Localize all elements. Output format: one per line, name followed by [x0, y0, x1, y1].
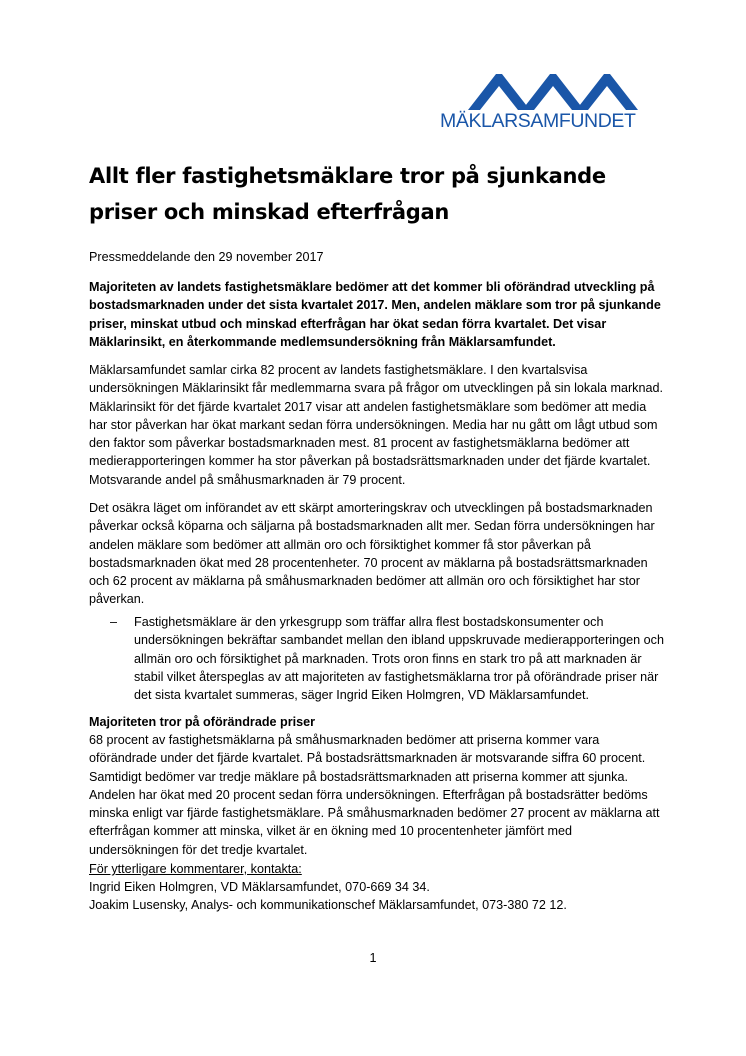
quote-text: Fastighetsmäklare är den yrkesgrupp som träffar allra flest bostadskonsumenter och undersökningen bekräftar sambandet mellan den ibland uppskruvade medierapporteringen och allmän oro och försiktighet på marknaden. Trots oron finns en stark tro på att marknaden är stabil vilket återspeglas av att majoriteten av fastighetsmäklarna tror på oförändrade priser när det sista kvartalet summeras, säger Ingrid Eiken Holmgren, VD Mäklarsamfundet. [134, 615, 664, 703]
contact-line: Joakim Lusensky, Analys- och kommunikationschef Mäklarsamfundet, 073-380 72 12. [89, 898, 567, 912]
dateline: Pressmeddelande den 29 november 2017 [89, 250, 324, 264]
maklarsamfundet-logo [440, 72, 646, 134]
body-paragraph: Mäklarsamfundet samlar cirka 82 procent av landets fastighetsmäklare. I den kvartalsvisa undersökningen Mäklarinsikt får medlemmarna svara på frågor om utvecklingen på sin lokala marknad. Mäklarinsikt för det fjärde kvartalet 2017 visar att andelen fastighetsmäklare som bedömer att media har stor påverkan har ökat markant sedan förra undersökningen. Media har nu gått om lågt utbud som den faktor som påverkar bostadsmarknaden mest. 81 procent av fastighetsmäklarna bedömer att medierapporteringen kommer ha stor påverkan på bostadsrättsmarknaden under det fjärde kvartalet. Motsvarande andel på småhusmarknaden är 79 procent. [89, 363, 663, 487]
body-paragraph: 68 procent av fastighetsmäklarna på småhusmarknaden bedömer att priserna kommer vara oförändrade under det fjärde kvartalet. På bostadsrättsmarknaden är motsvarande siffra 60 procent. Samtidigt bedömer var tredje mäklare på bostadsrättsmarknaden att priserna kommer att sjunka. Andelen har ökat med 20 procent sedan förra undersökningen. Efterfrågan på bostadsrätter bedöms minska enligt var fjärde fastighetsmäklare. På småhusmarknaden bedömer 27 procent av mäklarna att efterfrågan kommer att minska, vilket är en ökning med 10 procentenheter jämfört med undersökningen för det tredje kvartalet. [89, 733, 660, 857]
lead-paragraph: Majoriteten av landets fastighetsmäklare bedömer att det kommer bli oförändrad utveckling på bostadsmarknaden under det sista kvartalet 2017. Men, andelen mäklare som tror på sjunkande priser, minskat utbud och minskad efterfrågan har ökat sedan förra kvartalet. Det visar Mäklarinsikt, en återkommande medlemsundersökning från Mäklarsamfundet. [89, 280, 661, 349]
logo-wordmark: MÄKLARSAMFUNDET [440, 110, 636, 132]
mountain-peaks-logo-icon [468, 72, 638, 110]
headline: Allt fler fastighetsmäklare tror på sjunkande priser och minskad efterfrågan [89, 164, 606, 224]
contact-line: Ingrid Eiken Holmgren, VD Mäklarsamfundet, 070-669 34 34. [89, 880, 430, 894]
page-number: 1 [369, 951, 377, 965]
body-paragraph: Det osäkra läget om införandet av ett skärpt amorteringskrav och utvecklingen på bostadsmarknaden påverkar också köparna och säljarna på bostadsmarknaden allt mer. Sedan förra undersökningen har andelen mäklare som bedömer att allmän oro och försiktighet kommer få stor påverkan på bostadsmarknaden ökat med 28 procentenheter. 70 procent av mäklarna på bostadsrättsmarknaden och 62 procent av mäklarna på småhusmarknaden bedömer att allmän oro och försiktighet har stor påverkan. [89, 501, 655, 607]
contact-heading: För ytterligare kommentarer, kontakta: [89, 862, 302, 876]
quote-dash: – [110, 615, 118, 629]
section-heading: Majoriteten tror på oförändrade priser [89, 715, 316, 729]
